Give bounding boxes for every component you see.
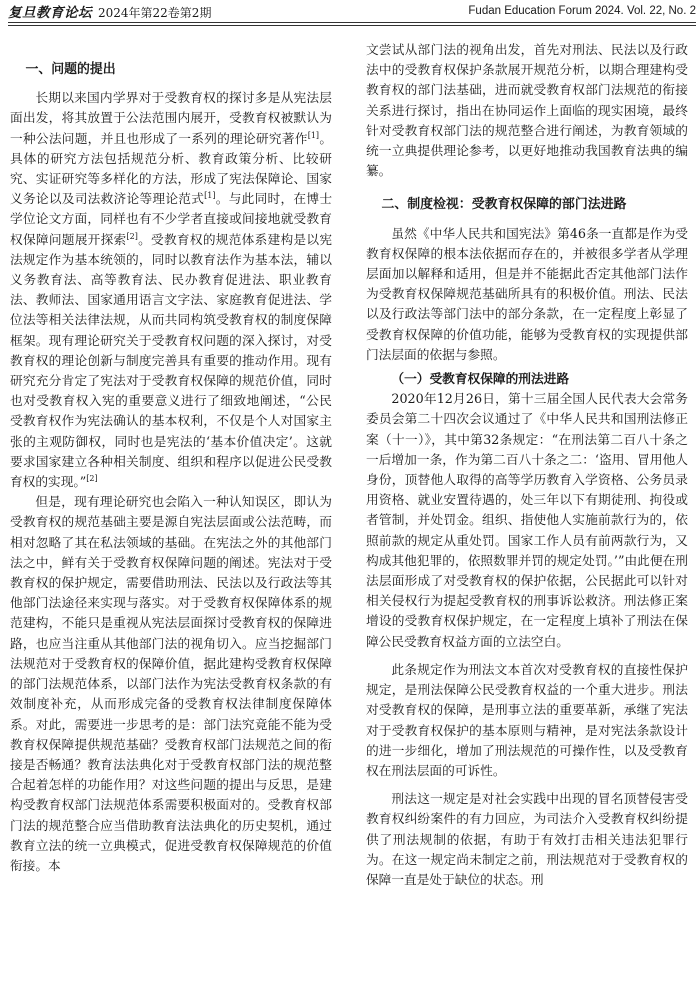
paragraph-5: 此条规定作为刑法文本首次对受教育权的直接性保护规定，是刑法保障公民受教育权益的一个重大进步。刑法对受教育权的保障，是刑事立法的重要革新，承继了宪法对于受教育权保护的基本原则与精神，是对宪法条款设计的进一步细化，增加了刑法规范的可操作性，以及受教育权在刑法层面的可诉性。 bbox=[366, 661, 688, 778]
paragraph-gap bbox=[366, 652, 688, 660]
citation-3[interactable]: [2] bbox=[126, 231, 138, 241]
citation-1[interactable]: [1] bbox=[307, 130, 320, 140]
header-rule-top bbox=[8, 22, 696, 23]
paragraph-6: 刑法这一规定是对社会实践中出现的冒名顶替侵害受教育权纠纷案件的有力回应，为司法介入受教育权纠纷提供了刑法规制的依据，有助于有效打击相关违法犯罪行为。在这一规定尚未制定之前，刑法规范对于受教育权的保障一直是处于缺位的状态。刑 bbox=[366, 791, 688, 887]
subsection-1-heading: （一）受教育权保障的刑法进路 bbox=[391, 371, 570, 387]
citation-2[interactable]: [1] bbox=[204, 190, 216, 200]
right-column bbox=[366, 40, 688, 890]
section-1-heading: 一、问题的提出 bbox=[25, 62, 116, 77]
paragraph-4: 2020年12月26日，第十三届全国人民代表大会常务委员会第二十四次会议通过了《中华人民共和国刑法修正案（十一）》，其中第32条规定：“在刑法第二百八十条之一后增加一条，作为第二百八十条之二：‘盗用、冒用他人身份，顶替他人取得的高等学历教育入学资格、公务员录用资格、就业安置待遇的，处三年以下有期徒刑、拘役或者管制，并处罚金。组织、指使他人实施前款行为的，依照前款的规定从重处罚。国家工作人员有前两款行为，又构成其他犯罪的，依照数罪并罚的规定处罚。’”由此便在刑法层面形成了对受教育权的保护依据，公民据此可以针对相关侵权行为提起受教育权的刑事诉讼救济。刑法修正案增设的受教育权保护规定，在一定程度上填补了刑法在保障公民受教育权益方面的立法空白。 bbox=[366, 391, 688, 649]
issue-info-cn: 2024年第22卷第2期 bbox=[98, 6, 212, 20]
paragraph-3: 虽然《中华人民共和国宪法》第46条一直都是作为受教育权保障的根本法依据而存在的，并被很多学者从学理层面加以解释和适用，但是并不能据此否定其他部门法作为受教育权保障规范基础所具有的积极价值。刑法、民法以及行政法等部门法中的部分条款，在一定程度上彰显了受教育权保障的价值功能，能够为受教育权的实现提供部门法层面的依据与参照。 bbox=[366, 225, 688, 362]
journal-title: 复旦教育论坛 bbox=[8, 5, 92, 21]
paragraph-continued: 文尝试从部门法的视角出发，首先对刑法、民法以及行政法中的受教育权保护条款展开规范分析，以期合理建构受教育权的部门法基础，进而就受教育权部门法规范的衔接关系进行探讨，指出在协同运作上面临的现实困境，最终针对受教育权部门法的规范整合进行阐述，为教育领域的统一立典提供理论参考，以更好地推动我国教育法典的编纂。 bbox=[366, 42, 688, 179]
paragraph-gap bbox=[366, 781, 688, 789]
paragraph-1 bbox=[10, 88, 332, 492]
header-rule-bottom bbox=[8, 25, 696, 26]
paragraph-1-text-d: 。受教育权的规范体系建构是以宪法规定作为基本统领的，同时以教育法作为基本法，辅以义务教育法、高等教育法、民办教育促进法、职业教育法、教师法、国家通用语言文字法、家庭教育促进法、学位法等相关法律法规，从而共同构筑受教育权的制度保障框架。现有理论研究关于受教育权问题的深入探讨，对受教育权的理论创新与制度完善具有重要的推动作用。现有研究充分肯定了宪法对于受教育权保障的规范价值，同时也对受教育权入宪的重要意义进行了细致地阐述，“公民受教育权作为宪法确认的基本权利，不仅是个人对国家主张的主观防御权，同时也是宪法的‘基本价值决定’。这就要求国家建立各种相关制度、组织和程序以促进公民受教育权的实现。” bbox=[10, 231, 333, 490]
citation-4[interactable]: [2] bbox=[86, 473, 98, 483]
issue-info-en: Fudan Education Forum 2024. Vol. 22, No. 2 bbox=[468, 5, 696, 17]
section-2-heading: 二、制度检视：受教育权保障的部门法进路 bbox=[381, 197, 627, 213]
paragraph-1-text-b: 。具体的研究方法包括规范分析、教育政策分析、比较研究、实证研究等多样化的方法，形成了宪法保障论、国家义务论以及司法救济论等理论范式 bbox=[10, 130, 333, 207]
running-header bbox=[0, 0, 700, 22]
left-column bbox=[10, 40, 332, 876]
paragraph-2: 但是，现有理论研究也会陷入一种认知误区，即认为受教育权的规范基础主要是源自宪法层面或公法范畴，而相对忽略了其在私法领域的基础。在宪法之外的其他部门法之中，鲜有关于受教育权保障问题的阐述。宪法对于受教育权的保护规定，需要借助刑法、民法以及行政法等其他部门法途径来实现与落实。对于受教育权保障体系的规范建构，不能只是重视从宪法层面探讨受教育权的保障进路，也应当注重从其他部门法的视角切入。应当挖掘部门法规范对于受教育权的保障价值，据此建构受教育权保障的部门法规范体系，以部门法作为宪法受教育权条款的有效制度补充，从而形成完备的受教育权法律制度保障体系。对此，需要进一步思考的是：部门法究竟能不能为受教育权保障提供规范基础？受教育权部门法规范之间的衔接是否畅通？教育法法典化对于受教育权部门法的规范整合起着怎样的功能作用？对这些问题的提出与反思，是建构受教育权部门法规范体系需要积极面对的。受教育权部门法的规范整合应当借助教育法法典化的历史契机，通过教育立法的统一立典模式，促进受教育权保障规范的价值衔接。本 bbox=[10, 494, 332, 873]
header-left bbox=[8, 1, 211, 21]
paragraph-1-text-c: 。与此同时，在博士学位论文方面，同样也有不少学者直接或间接地就受教育权保障问题展开探索 bbox=[10, 191, 333, 247]
paragraph-1-text-a: 长期以来国内学界对于受教育权的探讨多是从宪法层面出发，将其放置于公法范围内展开，受教育权被默认为一种公法问题，并且也形成了一系列的理论研究著作 bbox=[10, 90, 332, 146]
